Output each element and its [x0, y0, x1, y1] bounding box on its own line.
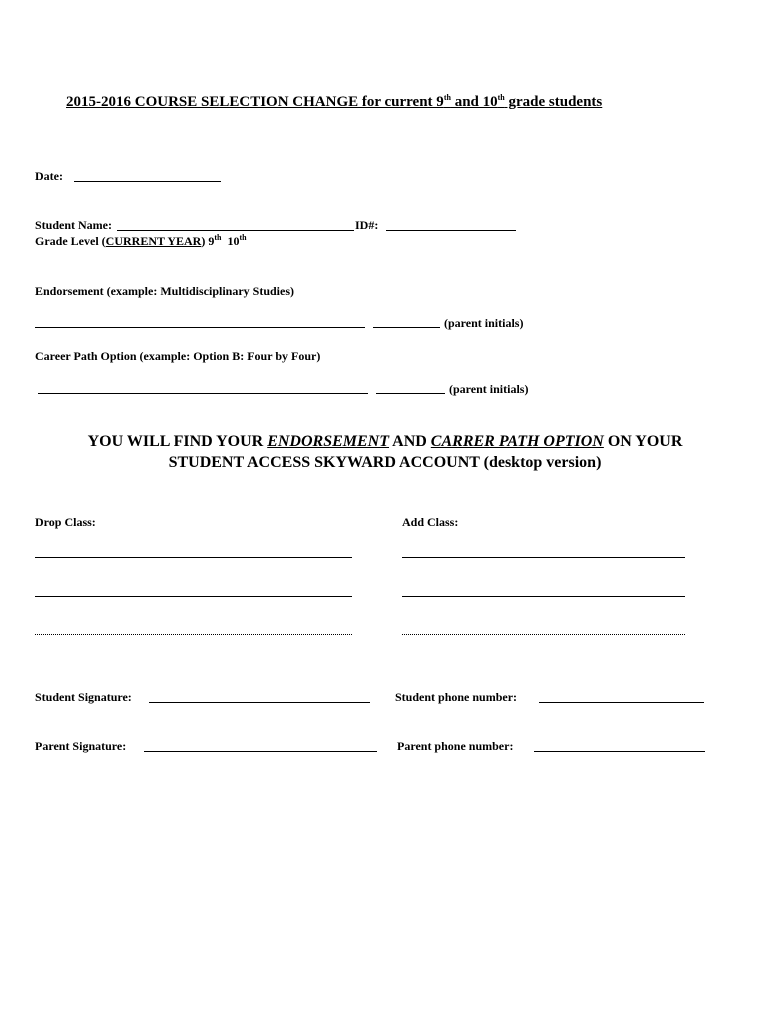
add-class-field-1[interactable] [402, 557, 685, 558]
student-phone-field[interactable] [539, 702, 704, 703]
current-year-text: CURRENT YEAR [105, 234, 202, 248]
student-name-field[interactable] [117, 230, 354, 231]
id-label: ID#: [355, 218, 379, 232]
endorsement-initials-label: (parent initials) [444, 316, 524, 330]
student-signature-label: Student Signature: [35, 690, 132, 704]
grade-10-option[interactable]: 10 [227, 234, 240, 248]
skyward-notice: YOU WILL FIND YOUR ENDORSEMENT AND CARRER PATH OPTION ON YOUR STUDENT ACCESS SKYWARD ACCOUNT (desktop version) [87, 433, 683, 471]
career-path-field[interactable] [38, 393, 368, 394]
student-phone-label: Student phone number: [395, 690, 518, 704]
form-title: 2015-2016 COURSE SELECTION CHANGE for current 9th and 10th grade students [66, 93, 603, 110]
drop-class-field-1[interactable] [35, 557, 352, 558]
parent-signature-field[interactable] [144, 751, 377, 752]
student-name-label: Student Name: [35, 218, 112, 232]
add-class-field-2[interactable] [402, 596, 685, 597]
add-class-label: Add Class: [402, 515, 459, 529]
add-class-field-3[interactable] [402, 634, 685, 635]
date-label: Date: [35, 169, 63, 183]
career-initials-label: (parent initials) [449, 382, 529, 396]
drop-class-label: Drop Class: [35, 515, 96, 529]
grade-level-line: Grade Level (CURRENT YEAR) 9th 10th [35, 233, 247, 248]
endorsement-initials-field[interactable] [373, 327, 440, 328]
parent-phone-field[interactable] [534, 751, 705, 752]
endorsement-emphasis: ENDORSEMENT [267, 433, 390, 450]
id-field[interactable] [386, 230, 516, 231]
student-signature-field[interactable] [149, 702, 370, 703]
drop-class-field-3[interactable] [35, 634, 352, 635]
parent-phone-label: Parent phone number: [397, 739, 514, 753]
career-path-label: Career Path Option (example: Option B: Four by Four) [35, 349, 321, 363]
endorsement-label: Endorsement (example: Multidisciplinary Studies) [35, 284, 295, 298]
drop-class-field-2[interactable] [35, 596, 352, 597]
career-path-emphasis: CARRER PATH OPTION [430, 433, 604, 450]
career-initials-field[interactable] [376, 393, 445, 394]
parent-signature-label: Parent Signature: [35, 739, 127, 753]
date-field[interactable] [74, 181, 221, 182]
endorsement-field[interactable] [35, 327, 365, 328]
